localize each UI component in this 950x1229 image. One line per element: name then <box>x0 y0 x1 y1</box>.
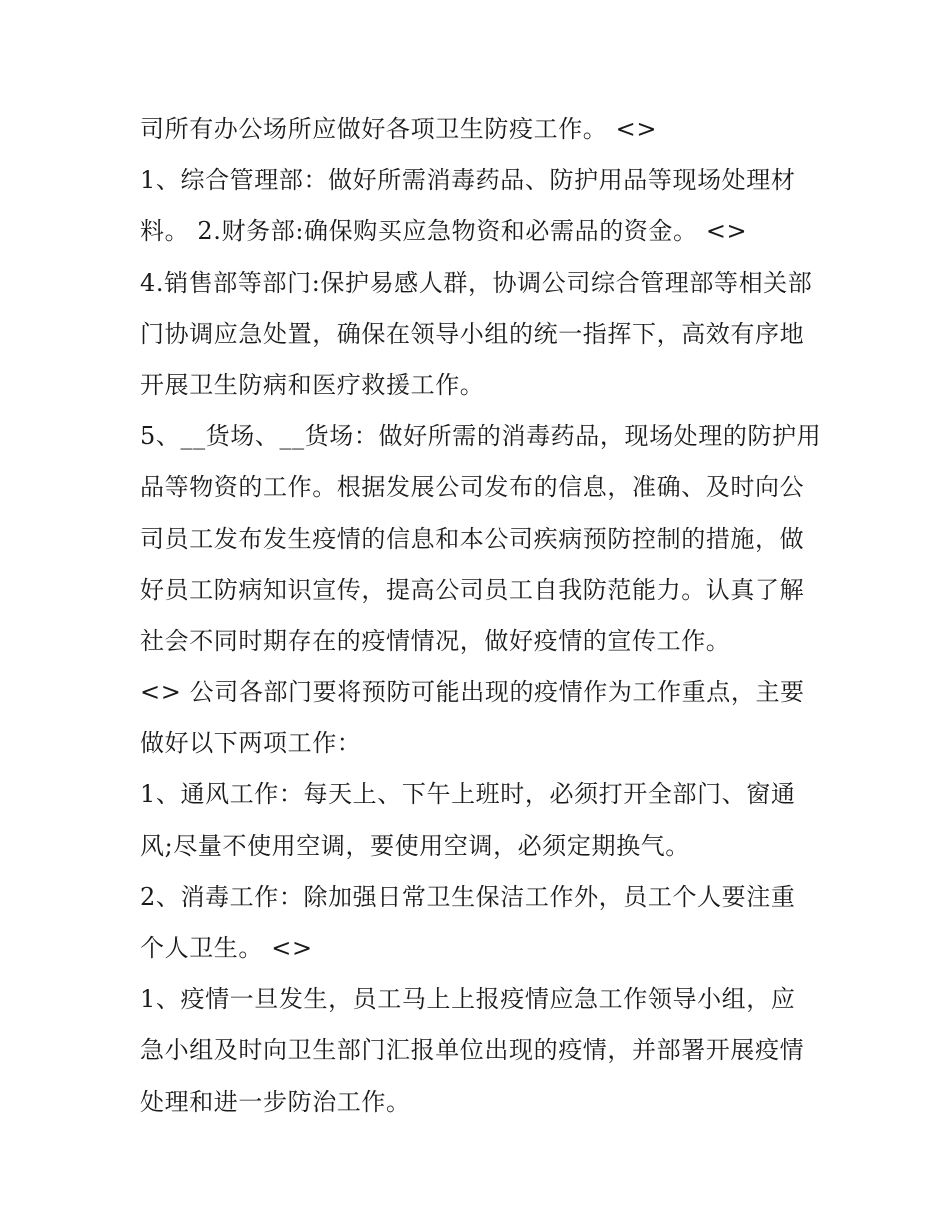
text-line: 做好以下两项工作： <box>140 729 362 758</box>
text-line: 1、疫情一旦发生，员工马上上报疫情应急工作领导小组，应 <box>140 985 796 1014</box>
text-line: 4.销售部等部门:保护易感人群，协调公司综合管理部等相关部 <box>140 268 813 297</box>
text-line: <> 公司各部门要将预防可能出现的疫情作为工作重点，主要 <box>140 678 805 707</box>
text-line: 品等物资的工作。根据发展公司发布的信息，准确、及时向公 <box>140 473 805 502</box>
text-line: 5、__货场、__货场：做好所需的消毒药品，现场处理的防护用 <box>140 422 822 451</box>
text-line: 风;尽量不使用空调，要使用空调，必须定期换气。 <box>140 831 690 860</box>
text-line: 开展卫生防病和医疗救援工作。 <box>140 370 485 399</box>
text-line: 处理和进一步防治工作。 <box>140 1087 411 1116</box>
text-line: 司员工发布发生疫情的信息和本公司疾病预防控制的措施，做 <box>140 524 805 553</box>
document-body <box>140 104 820 1128</box>
text-line: 急小组及时向卫生部门汇报单位出现的疫情，并部署开展疫情 <box>140 1036 805 1065</box>
text-line: 个人卫生。 <> <box>140 934 313 962</box>
text-line: 料。 2.财务部:确保购买应急物资和必需品的资金。 <> <box>140 217 748 246</box>
text-line: 社会不同时期存在的疫情情况，做好疫情的宣传工作。 <box>140 626 731 655</box>
text-line: 门协调应急处置，确保在领导小组的统一指挥下，高效有序地 <box>140 319 805 348</box>
text-line: 2、消毒工作：除加强日常卫生保洁工作外，员工个人要注重 <box>140 882 796 911</box>
text-line: 司所有办公场所应做好各项卫生防疫工作。 <> <box>140 115 658 143</box>
text-line: 1、综合管理部：做好所需消毒药品、防护用品等现场处理材 <box>140 166 796 195</box>
text-line: 1、通风工作：每天上、下午上班时，必须打开全部门、窗通 <box>140 780 796 809</box>
text-line: 好员工防病知识宣传，提高公司员工自我防范能力。认真了解 <box>140 575 805 604</box>
